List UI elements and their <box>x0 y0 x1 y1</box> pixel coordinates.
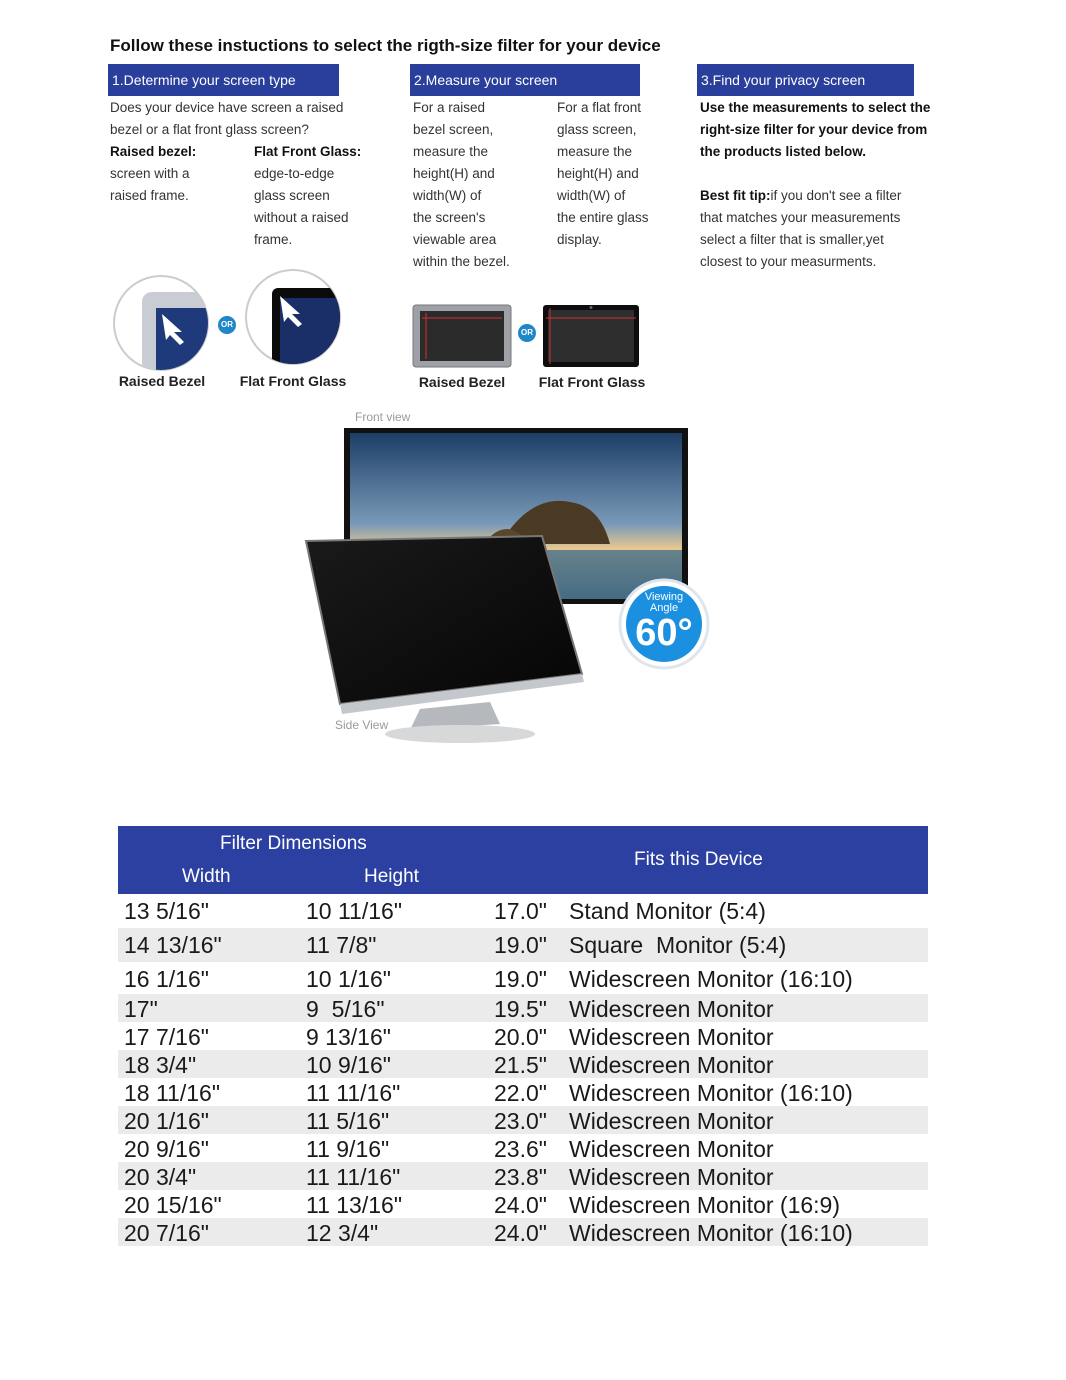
viewing-angle-label: Viewing Angle <box>644 591 684 614</box>
cell-width: 20 1/16" <box>124 1108 209 1134</box>
cell-height: 11 11/16" <box>306 1164 401 1190</box>
cell-device: Widescreen Monitor <box>569 1052 774 1078</box>
table-row <box>118 994 928 1022</box>
cell-size: 23.0" <box>494 1108 547 1134</box>
step-2-header: 2.Measure your screen <box>410 64 640 96</box>
cell-height: 11 5/16" <box>306 1108 390 1134</box>
front-view-label: Front view <box>355 410 411 424</box>
cell-width: 20 7/16" <box>124 1220 209 1246</box>
step-2-flat-instructions: For a flat front glass screen, measure the height(H) and width(W) of the entire glass display. <box>557 100 649 247</box>
cell-width: 20 15/16" <box>124 1192 222 1218</box>
cell-device: Widescreen Monitor <box>569 1164 774 1190</box>
flat-front-glass-illustration <box>244 268 342 366</box>
best-fit-tip-label: Best fit tip: <box>700 188 771 203</box>
raised-bezel-measure-illustration <box>412 304 512 368</box>
cell-size: 23.8" <box>494 1164 547 1190</box>
cell-height: 11 9/16" <box>306 1136 390 1162</box>
step-2-raised-instructions: For a raised bezel screen, measure the height(H) and width(W) of the screen's viewable area within the bezel. <box>413 100 510 269</box>
cell-size: 24.0" <box>494 1192 547 1218</box>
cell-height: 12 3/4" <box>306 1220 379 1246</box>
cell-size: 21.5" <box>494 1052 547 1078</box>
cell-size: 19.5" <box>494 996 547 1022</box>
cell-device: Widescreen Monitor (16:10) <box>569 966 853 992</box>
cell-width: 14 13/16" <box>124 932 222 958</box>
table-header <box>118 826 928 894</box>
best-fit-tip-continued: that matches your measurements select a filter that is smaller,yet closest to your measurments. <box>700 210 901 269</box>
table-row <box>118 1022 928 1050</box>
cell-width: 18 3/4" <box>124 1052 197 1078</box>
table-row <box>118 1190 928 1218</box>
cell-width: 18 11/16" <box>124 1080 220 1106</box>
cell-size: 24.0" <box>494 1220 547 1246</box>
table-row <box>118 898 928 932</box>
cell-height: 10 11/16" <box>306 898 402 924</box>
cell-device: Square Monitor (5:4) <box>569 932 787 958</box>
page-title: Follow these instuctions to select the rigth-size filter for your device <box>110 36 661 55</box>
caption-raised-bezel: Raised Bezel <box>418 374 506 390</box>
cell-device: Widescreen Monitor <box>569 1136 774 1162</box>
cell-size: 22.0" <box>494 1080 547 1106</box>
cell-device: Widescreen Monitor <box>569 1024 774 1050</box>
step-1-intro-line-2: bezel or a flat front glass screen? <box>110 122 309 137</box>
table-row <box>118 1134 928 1162</box>
cell-height: 11 11/16" <box>306 1080 401 1106</box>
best-fit-tip-text: if you don't see a filter <box>770 188 902 203</box>
table-row <box>118 1050 928 1078</box>
side-view-label: Side View <box>335 718 389 732</box>
raised-bezel-illustration <box>112 274 210 372</box>
or-badge: OR <box>518 324 536 342</box>
flat-front-glass-description: edge-to-edge glass screen without a raised frame. <box>254 166 349 247</box>
step-1-intro-line-1: Does your device have screen a raised <box>110 100 344 115</box>
flat-front-glass-title: Flat Front Glass: <box>254 144 362 159</box>
cell-device: Widescreen Monitor <box>569 996 774 1022</box>
cell-width: 17" <box>124 996 158 1022</box>
device-column-header: Fits this Device <box>634 849 763 870</box>
cell-width: 13 5/16" <box>124 898 209 924</box>
cell-device: Widescreen Monitor (16:10) <box>569 1220 853 1246</box>
table-row <box>118 1106 928 1134</box>
table-row <box>118 928 928 962</box>
cell-size: 23.6" <box>494 1136 547 1162</box>
cell-device: Widescreen Monitor <box>569 1108 774 1134</box>
cell-height: 11 7/8" <box>306 932 377 958</box>
cell-width: 17 7/16" <box>124 1024 209 1050</box>
cell-height: 11 13/16" <box>306 1192 402 1218</box>
caption-raised-bezel: Raised Bezel <box>118 373 206 389</box>
best-fit-tip-line <box>700 185 901 207</box>
cell-device: Widescreen Monitor (16:9) <box>569 1192 840 1218</box>
cell-device: Widescreen Monitor (16:10) <box>569 1080 853 1106</box>
cell-height: 10 1/16" <box>306 966 391 992</box>
width-column-header: Width <box>182 866 231 887</box>
raised-bezel-title: Raised bezel: <box>110 144 197 159</box>
flat-front-glass-measure-illustration <box>542 304 640 368</box>
height-column-header: Height <box>364 866 419 887</box>
cell-height: 9 13/16" <box>306 1024 391 1050</box>
caption-flat-front-glass: Flat Front Glass <box>239 373 347 389</box>
cell-width: 16 1/16" <box>124 966 209 992</box>
raised-bezel-description: screen with a raised frame. <box>110 166 190 203</box>
cell-size: 19.0" <box>494 932 547 958</box>
table-row <box>118 1162 928 1190</box>
table-row <box>118 1078 928 1106</box>
table-row <box>118 1218 928 1246</box>
cell-size: 17.0" <box>494 898 547 924</box>
caption-flat-front-glass: Flat Front Glass <box>538 374 646 390</box>
privacy-filter-monitor-image <box>300 424 720 754</box>
or-badge: OR <box>218 316 236 334</box>
cell-size: 20.0" <box>494 1024 547 1050</box>
step-3-instructions: Use the measurements to select the right-size filter for your device from the products listed below. <box>700 100 931 159</box>
cell-height: 10 9/16" <box>306 1052 391 1078</box>
step-1-header: 1.Determine your screen type <box>108 64 339 96</box>
cell-width: 20 3/4" <box>124 1164 197 1190</box>
cell-width: 20 9/16" <box>124 1136 209 1162</box>
filter-dimensions-header: Filter Dimensions <box>220 833 367 854</box>
cell-device: Stand Monitor (5:4) <box>569 898 766 924</box>
table-row <box>118 966 928 994</box>
step-3-header: 3.Find your privacy screen <box>697 64 914 96</box>
cell-size: 19.0" <box>494 966 547 992</box>
cell-height: 9 5/16" <box>306 996 385 1022</box>
viewing-angle-value: 60° <box>635 612 693 654</box>
